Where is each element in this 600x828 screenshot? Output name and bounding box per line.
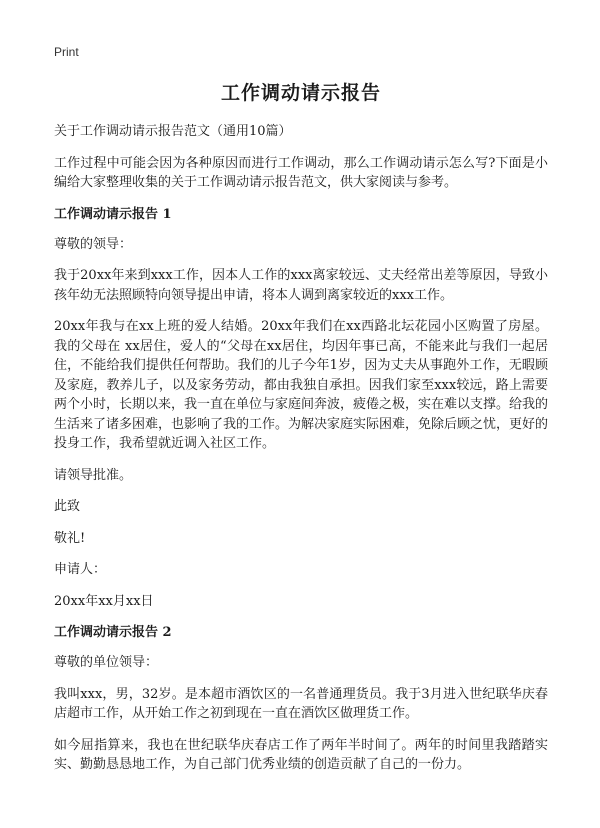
section-heading: 工作调动请示报告 1 (54, 206, 172, 222)
body-paragraph: 我叫xxx，男，32岁。是本超市酒饮区的一名普通理货员。我于3月进入世纪联华庆春店超市工作，从开始工作之初到现在一直在酒饮区做理货工作。 (54, 686, 548, 721)
print-label: Print (54, 45, 79, 59)
section-heading: 工作调动请示报告 2 (54, 625, 172, 640)
body-paragraph: 20xx年我与在xx上班的爱人结婚。20xx年我们在xx西路北坛花园小区购置了房屋。我的父母在 xx居住，爱人的“父母在xx居住，均因年事已高，不能来此与我们一起居住，不能给我们提供任何帮助。我们的儿子今年1岁，因为丈夫从事跑外工作，无暇顾及家庭，教养儿子，以及家务劳动，都由我独自承担。因我们家至xxx较远，路上需要两个小时，长期以来，我一直在单位与家庭间奔波，疲倦之极，实在难以支撑。给我的生活来了诸多困难，也影响了我的工作。为解决家庭实际困难，免除后顾之忧，更好的投身工作，我希望就近调入社区工作。 (54, 319, 549, 451)
page-title: 工作调动请示报告 (220, 82, 381, 104)
greeting: 尊敬的领导： (54, 236, 133, 252)
date-line: 20xx年xx月xx日 (54, 593, 154, 609)
body-paragraph: 请领导批准。 (54, 467, 133, 483)
greeting: 尊敬的单位领导： (54, 655, 159, 670)
body-paragraph: 如今屈指算来，我也在世纪联华庆春店工作了两年半时间了。两年的时间里我踏踏实实、勤勤恳恳地工作，为自己部门优秀业绩的创造贡献了自己的一份力。 (54, 737, 548, 772)
closing-line: 敬礼! (54, 530, 86, 546)
closing-line: 此致 (54, 499, 81, 514)
intro-paragraph: 工作过程中可能会因为各种原因而进行工作调动，那么工作调动请示怎么写?下面是小编给大家整理收集的关于工作调动请示报告范文，供大家阅读与参考。 (54, 155, 548, 190)
subtitle: 关于工作调动请示报告范文（通用10篇） (54, 124, 292, 139)
applicant-label: 申请人： (54, 562, 107, 577)
body-paragraph: 我于20xx年来到xxx工作，因本人工作的xxx离家较远、丈夫经常出差等原因，导致小孩年幼无法照顾特向领导提出申请，将本人调到离家较近的xxx工作。 (54, 268, 548, 303)
